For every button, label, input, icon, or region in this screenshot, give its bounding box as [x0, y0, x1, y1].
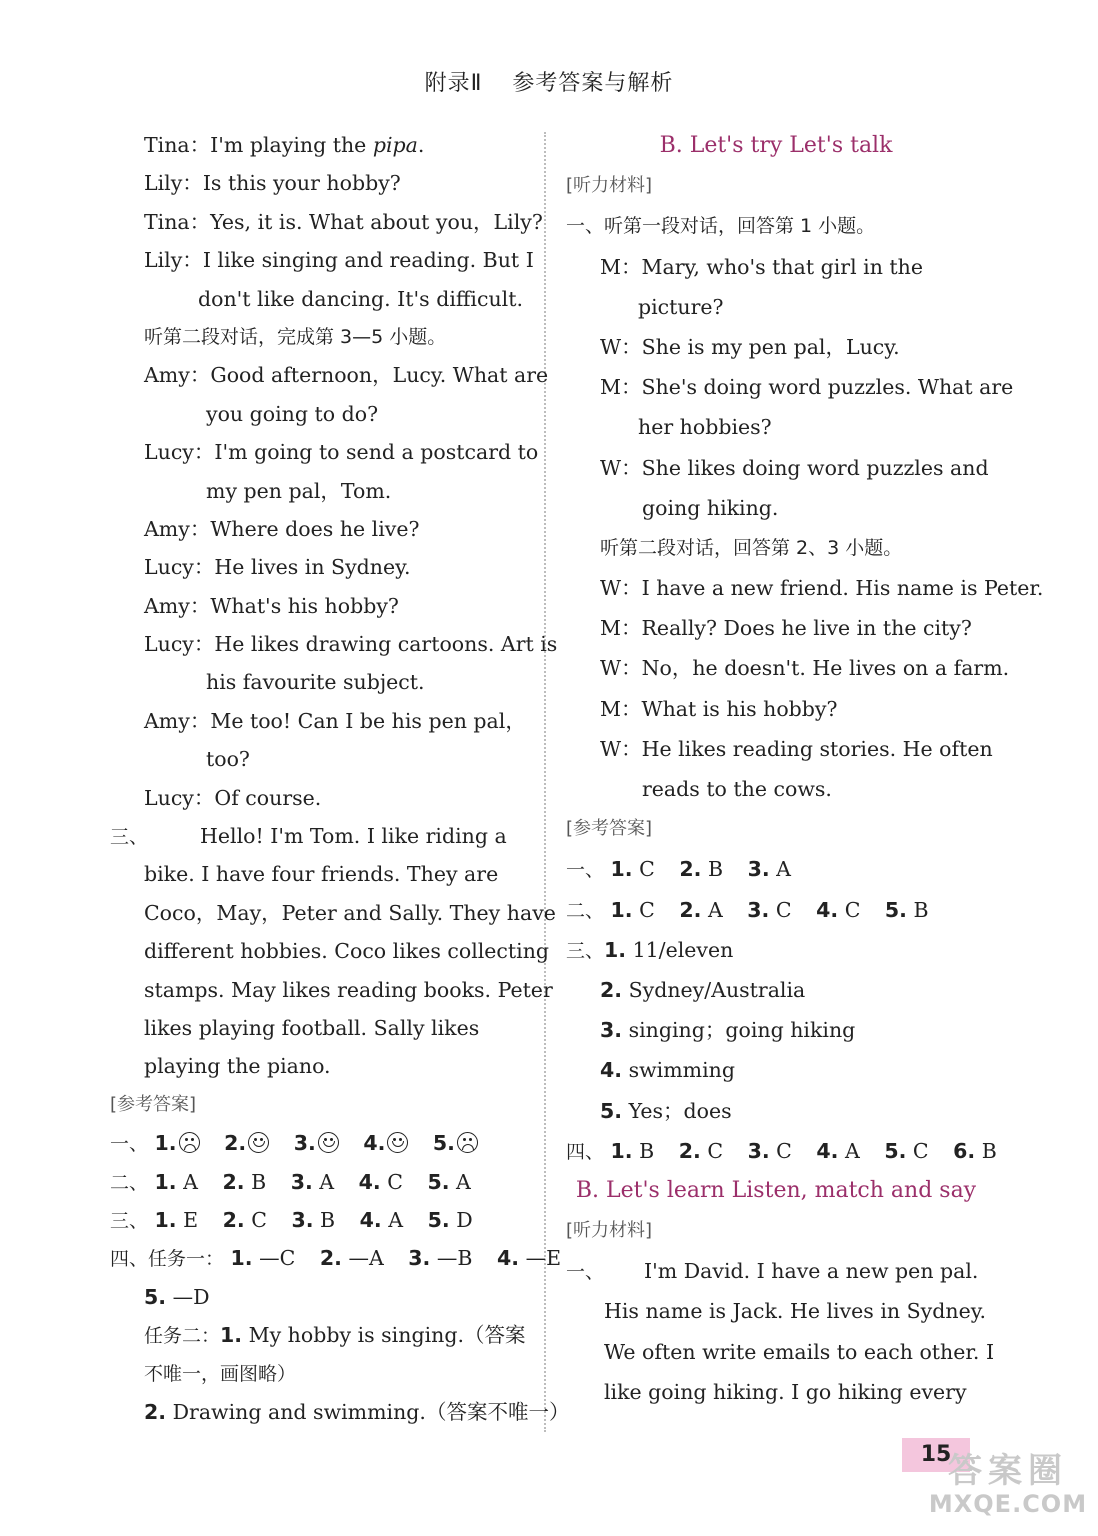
passage-line: 三、 Hello! I'm Tom. I like riding a: [110, 824, 507, 849]
left-column: [110, 126, 570, 1431]
passage-line: Coco，May，Peter and Sally. They have: [144, 900, 556, 925]
dialog-continuation: you going to do?: [206, 401, 379, 426]
dialog-continuation: don't like dancing. It's difficult.: [198, 286, 523, 311]
instruction: 听第二段对话，回答第 2、3 小题。: [600, 536, 903, 559]
sad-face-icon: [457, 1132, 478, 1153]
passage-line: stamps. May likes reading books. Peter: [144, 977, 553, 1002]
dialog-line: Lucy：He lives in Sydney.: [144, 555, 411, 580]
dialog-line: M：Really? Does he live in the city?: [600, 616, 972, 641]
passage-line: likes playing football. Sally likes: [144, 1015, 480, 1040]
dialog-line: Lucy：Of course.: [144, 785, 322, 810]
passage-line: bike. I have four friends. They are: [144, 862, 499, 887]
dialog-line: Tina：Yes, it is. What about you，Lily?: [144, 209, 543, 234]
dialog-line: Amy：Good afternoon，Lucy. What are: [144, 363, 549, 388]
answer-row: 一、 1. C 2. B 3. A: [566, 857, 791, 882]
dialog-continuation: reads to the cows.: [642, 777, 832, 801]
right-column: [566, 126, 1044, 1412]
page-number: 15: [902, 1438, 970, 1472]
answer-row: 四、任务一： 1. —C 2. —A 3. —B 4. —E: [110, 1246, 562, 1271]
answer-row: 5. Yes；does: [600, 1098, 732, 1123]
section-title: B. Let's try Let's talk: [659, 133, 893, 158]
answer-continuation: 不唯一，画图略）: [144, 1362, 297, 1385]
dialog-line: Amy：What's his hobby?: [144, 593, 399, 618]
dialog-line: W：He likes reading stories. He often: [600, 736, 993, 761]
dialog-line: W：I have a new friend. His name is Peter.: [600, 576, 1044, 601]
dialog-line: M：Mary, who's that girl in the: [600, 254, 923, 279]
dialog-continuation: going hiking.: [642, 495, 779, 520]
dialog-line: M：What is his hobby?: [600, 696, 838, 721]
dialog-continuation: her hobbies?: [638, 415, 772, 440]
answer-row: 二、 1. A 2. B 3. A 4. C 5. A: [110, 1169, 471, 1194]
answer-row: 一、 1. 2. 3. 4. 5.: [110, 1124, 530, 1162]
happy-face-icon: [318, 1132, 339, 1153]
dialog-line: W：No，he doesn't. He lives on a farm.: [600, 656, 1010, 681]
dialog-line: Lucy：He likes drawing cartoons. Art is: [144, 632, 558, 657]
dialog-continuation: his favourite subject.: [206, 670, 425, 695]
dialog-line: W：She likes doing word puzzles and: [600, 455, 989, 480]
dialog-line: Amy：Me too! Can I be his pen pal，: [144, 708, 526, 733]
passage-line: like going hiking. I go hiking every: [604, 1379, 967, 1404]
dialog-line: Lily：I like singing and reading. But I: [144, 248, 534, 273]
sad-face-icon: [179, 1132, 200, 1153]
answer-row: 三、1. 11/eleven: [566, 937, 734, 962]
dialog-continuation: my pen pal，Tom.: [206, 478, 392, 503]
instruction: 一、听第一段对话，回答第 1 小题。: [566, 215, 876, 238]
dialog-line: Tina：I'm playing the pipa.: [144, 133, 425, 157]
answer-row: 四、 1. B 2. C 3. C 4. A 5. C 6. B: [566, 1138, 997, 1163]
dialog-line: W：She is my pen pal，Lucy.: [600, 334, 900, 359]
header-title: 参考答案与解析: [512, 71, 674, 96]
listening-tag: [听力材料]: [566, 1220, 653, 1242]
appendix-label: 附录Ⅱ: [424, 71, 483, 96]
passage-line: playing the piano.: [144, 1054, 331, 1079]
answer-row: 5. —D: [144, 1284, 210, 1309]
listening-tag: [听力材料]: [566, 175, 653, 197]
watermark-logo: 答案圈 MXQE.COM: [928, 1451, 1088, 1518]
section-title: B. Let's learn Listen, match and say: [575, 1177, 977, 1203]
dialog-continuation: too?: [206, 747, 250, 772]
column-divider: [544, 132, 546, 1432]
instruction: 听第二段对话，完成第 3—5 小题。: [144, 325, 447, 348]
answer-row: 2. Sydney/Australia: [600, 977, 806, 1002]
happy-face-icon: [387, 1132, 408, 1153]
answers-tag: [参考答案]: [566, 818, 653, 840]
dialog-line: Amy：Where does he live?: [144, 516, 420, 541]
passage-line: We often write emails to each other. I: [604, 1339, 995, 1364]
dialog-line: M：She's doing word puzzles. What are: [600, 375, 1014, 400]
passage-line: His name is Jack. He lives in Sydney.: [604, 1299, 987, 1324]
passage-line: 一、 I'm David. I have a new pen pal.: [566, 1259, 979, 1284]
answer-row: 2. Drawing and swimming.（答案不唯一）: [144, 1399, 570, 1424]
dialog-line: Lucy：I'm going to send a postcard to: [144, 440, 539, 465]
answer-row: 三、 1. E 2. C 3. B 4. A 5. D: [110, 1207, 473, 1232]
answer-row: 3. singing；going hiking: [600, 1018, 856, 1043]
passage-line: different hobbies. Coco likes collecting: [144, 939, 550, 964]
answers-tag: [参考答案]: [110, 1093, 197, 1115]
answer-row: 4. swimming: [600, 1058, 735, 1083]
page-header: [0, 66, 1098, 97]
happy-face-icon: [248, 1132, 269, 1153]
dialog-continuation: picture?: [638, 294, 724, 319]
dialog-line: Lily：Is this your hobby?: [144, 171, 401, 196]
answer-row: 二、 1. C 2. A 3. C 4. C 5. B: [566, 897, 929, 922]
answer-row: 任务二：1. My hobby is singing.（答案: [144, 1323, 526, 1348]
